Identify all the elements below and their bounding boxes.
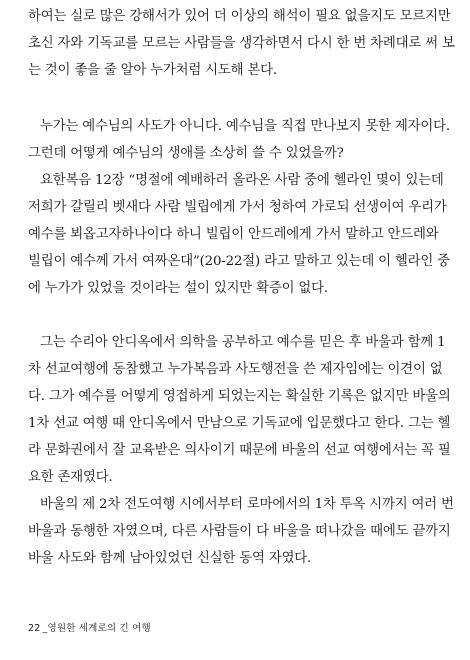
text-line: 저희가 갈릴리 벳새다 사람 빌립에게 가서 청하여 가로되 선생이여 우리가 — [28, 200, 447, 215]
text-line: 예수를 뵈옵고자하나이다 하니 빌립이 안드레에게 가서 말하고 안드레와 — [28, 227, 439, 242]
page-number: 22 — [28, 623, 41, 634]
text-line: 초신 자와 기독교를 모르는 사람들을 생각하면서 다시 한 번 차례대로 써 보 — [28, 36, 455, 51]
text-line: 요한 존재였다. — [28, 470, 113, 485]
text-line: 바울의 제 2차 전도여행 시에서부터 로마에서의 1차 투옥 시까지 여러 번 — [40, 497, 454, 512]
paragraph-luke-not-apostle — [28, 113, 456, 302]
text-line: 1차 선교 여행 때 안디옥에서 만남으로 기독교에 입문했다고 한다. 그는 헬 — [28, 416, 451, 431]
paragraph-companion-of-paul — [28, 491, 456, 572]
text-line: 바울 사도와 함께 남아있었던 신실한 동역 자였다. — [28, 551, 312, 566]
text-line: 에 누가가 있었을 것이라는 설이 있지만 확증이 없다. — [28, 281, 328, 296]
text-line: 하여는 실로 많은 강해서가 있어 더 이상의 해석이 필요 없을지도 모르지만 — [28, 9, 451, 24]
text-line: 차 선교여행에 동참했고 누가복음과 사도행전을 쓴 제자임에는 이견이 없 — [28, 362, 443, 377]
paragraph-intro — [28, 3, 456, 84]
text-line: 누가는 예수님의 사도가 아니다. 예수님을 직접 만나보지 못한 제자이다. — [40, 119, 450, 134]
text-line: 요한복음 12장 “명절에 예배하러 올라온 사람 중에 헬라인 몇이 있는데 — [40, 173, 444, 188]
paragraph-luke-physician — [28, 329, 456, 491]
text-line: 그는 수리아 안디옥에서 의학을 공부하고 예수를 믿은 후 바울과 함께 1 — [40, 335, 446, 350]
running-title: _영원한 세계로의 긴 여행 — [42, 623, 151, 634]
page-footer — [28, 620, 151, 634]
text-line: 라 문화권에서 잘 교육받은 의사이기 때문에 바울의 선교 여행에서는 꼭 필 — [28, 443, 451, 458]
text-line: 그런데 어떻게 예수님의 생애를 소상히 쓸 수 있었을까? — [28, 146, 344, 161]
text-line: 빌립이 예수께 가서 여짜온대”(20-22절) 라고 말하고 있는데 이 헬라인 중 — [28, 254, 450, 269]
text-line: 는 것이 좋을 줄 알아 누가처럼 시도해 본다. — [28, 63, 277, 78]
text-line: 다. 그가 예수를 어떻게 영접하게 되었는지는 확실한 기록은 없지만 바울의 — [28, 389, 451, 404]
text-line: 바울과 동행한 자였으며, 다른 사람들이 다 바울을 떠나갔을 때에도 끝까지 — [28, 524, 451, 539]
